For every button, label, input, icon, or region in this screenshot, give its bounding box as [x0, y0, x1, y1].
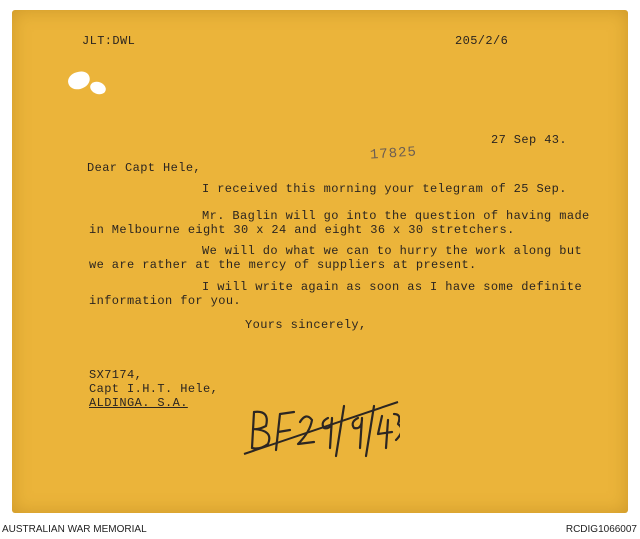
body-line-6: I will write again as soon as I have some definite: [202, 280, 583, 294]
punch-hole: [66, 69, 92, 91]
body-line-3: in Melbourne eight 30 x 24 and eight 36 x 30 stretchers.: [89, 223, 515, 237]
body-line-7: information for you.: [89, 294, 242, 308]
punch-hole-tear: [88, 80, 107, 97]
footer-left: AUSTRALIAN WAR MEMORIAL: [2, 524, 147, 535]
address-line-1: SX7174,: [89, 368, 143, 382]
address-line-3: ALDINGA. S.A.: [89, 396, 188, 410]
letter-date: 27 Sep 43.: [491, 133, 568, 147]
reference-left: JLT:DWL: [82, 34, 136, 48]
handwritten-annotation: [240, 392, 400, 464]
body-line-5: we are rather at the mercy of suppliers at present.: [89, 258, 477, 272]
reference-right: 205/2/6: [455, 34, 509, 48]
address-line-2: Capt I.H.T. Hele,: [89, 382, 219, 396]
closing: Yours sincerely,: [245, 318, 367, 332]
footer-right: RCDIG1066007: [565, 524, 637, 535]
body-line-1: I received this morning your telegram of 25 Sep.: [202, 182, 567, 196]
body-line-2: Mr. Baglin will go into the question of having made: [202, 209, 590, 223]
salutation: Dear Capt Hele,: [87, 161, 202, 175]
stamp-number: 17825: [369, 144, 418, 164]
body-line-4: We will do what we can to hurry the work along but: [202, 244, 583, 258]
